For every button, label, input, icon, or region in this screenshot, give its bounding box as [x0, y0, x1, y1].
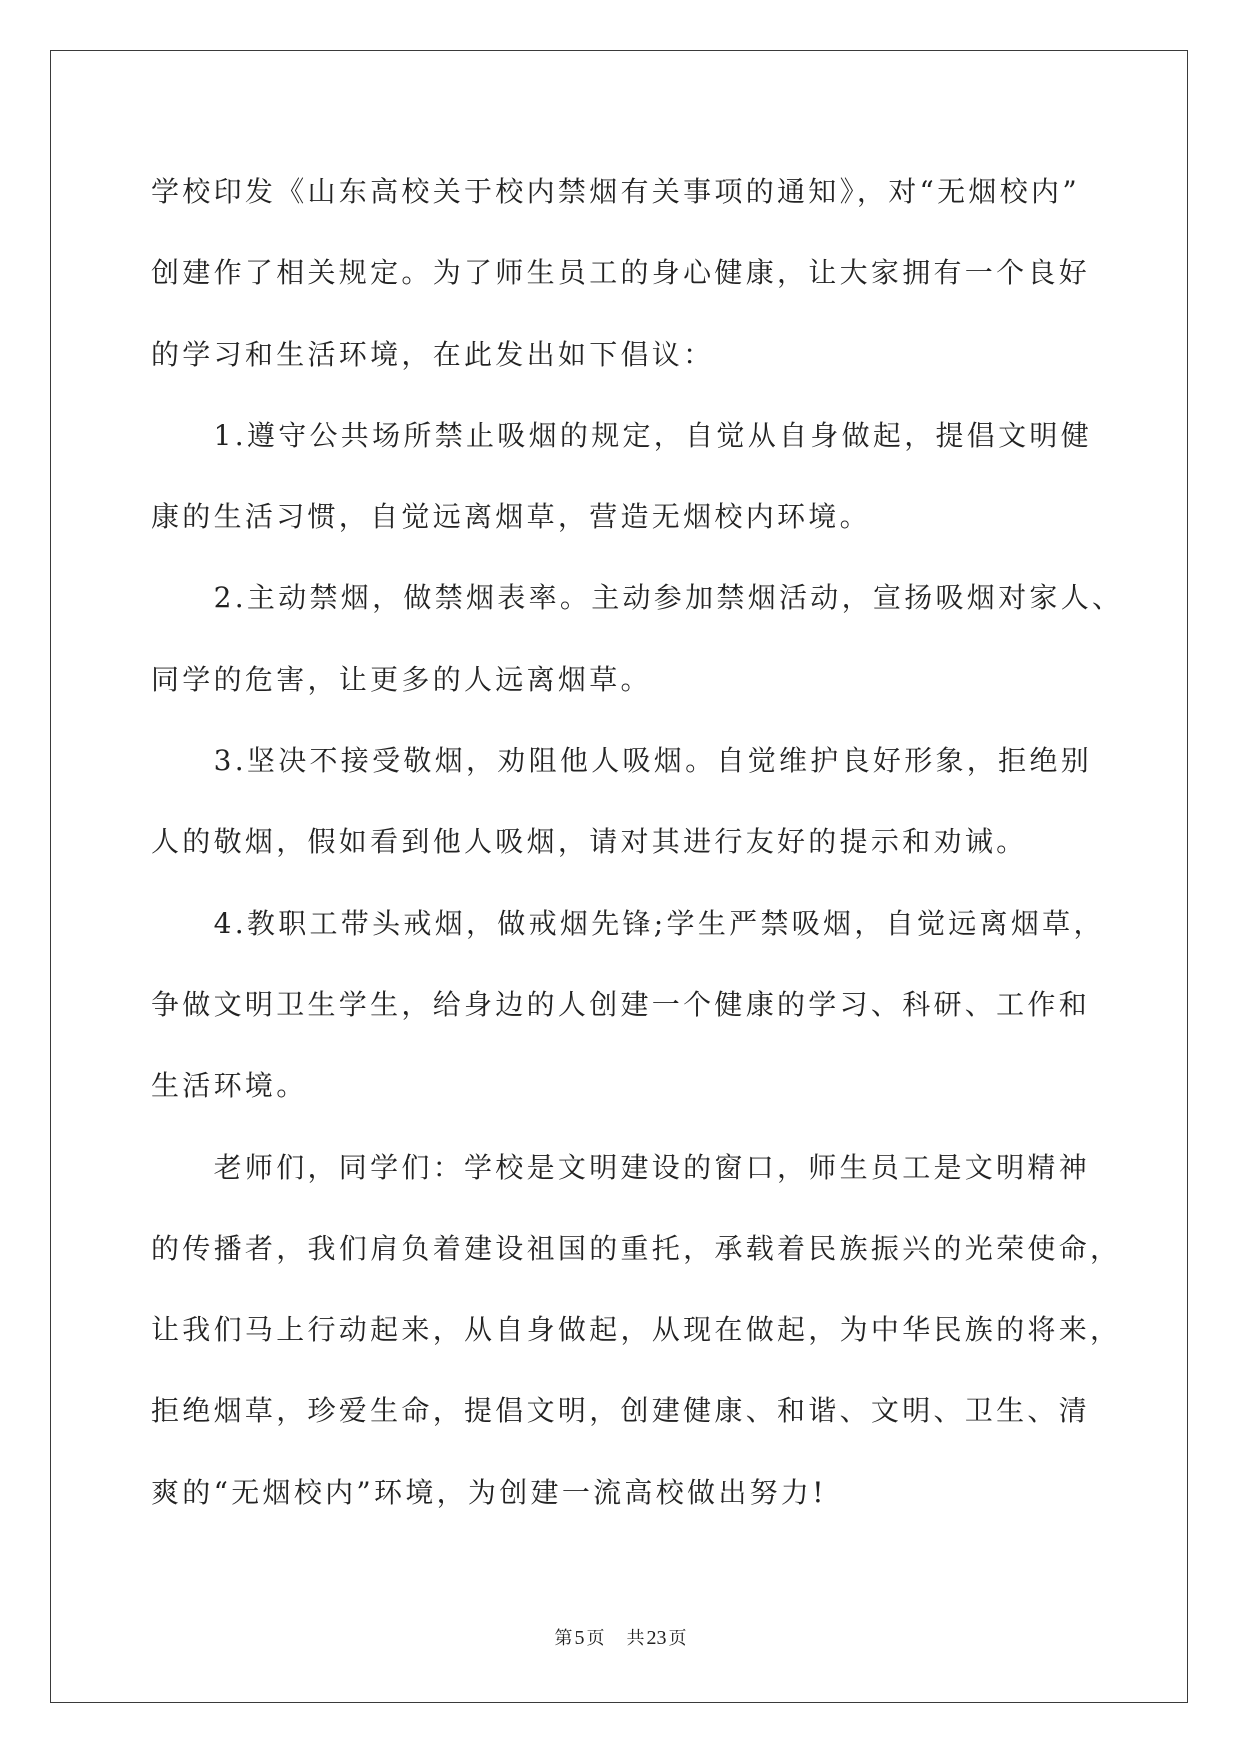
text-line: 康的生活习惯，自觉远离烟草，营造无烟校内环境。	[151, 500, 871, 534]
text-line: 同学的危害，让更多的人远离烟草。	[151, 662, 652, 696]
text-line: 2.主动禁烟，做禁烟表率。主动参加禁烟活动，宣扬吸烟对家人、	[213, 581, 1124, 615]
text-line: 拒绝烟草，珍爱生命，提倡文明，创建健康、和谐、文明、卫生、清	[151, 1394, 1091, 1428]
text-line: 让我们马上行动起来，从自身做起，从现在做起，为中华民族的将来，	[151, 1313, 1122, 1347]
paragraph-item-1	[151, 395, 1151, 558]
total-prefix: 共	[626, 1628, 645, 1649]
text-line: 争做文明卫生学生，给身边的人创建一个健康的学习、科研、工作和	[151, 987, 1091, 1021]
paragraph-closing	[151, 1127, 1151, 1533]
page-footer	[0, 1624, 1241, 1653]
text-line: 学校印发《山东高校关于校内禁烟有关事项的通知》，对“无烟校内”	[151, 175, 1080, 208]
text-line: 人的敬烟，假如看到他人吸烟，请对其进行友好的提示和劝诫。	[151, 825, 1028, 859]
page-suffix: 页	[586, 1628, 605, 1649]
text-line: 3.坚决不接受敬烟，劝阻他人吸烟。自觉维护良好形象，拒绝别	[213, 744, 1093, 778]
text-line: 创建作了相关规定。为了师生员工的身心健康，让大家拥有一个良好	[151, 256, 1091, 290]
total-pages-number: 23	[646, 1627, 667, 1649]
text-line: 生活环境。	[151, 1069, 308, 1103]
paragraph-intro	[151, 151, 1151, 395]
document-body	[151, 151, 1151, 1533]
text-line: 1.遵守公共场所禁止吸烟的规定，自觉从自身做起，提倡文明健	[213, 418, 1093, 452]
text-line: 4.教职工带头戒烟，做戒烟先锋;学生严禁吸烟，自觉远离烟草，	[213, 906, 1105, 940]
page-prefix: 第	[554, 1628, 573, 1649]
text-line: 的传播者，我们肩负着建设祖国的重托，承载着民族振兴的光荣使命，	[151, 1231, 1122, 1265]
total-suffix: 页	[668, 1628, 687, 1649]
paragraph-item-3	[151, 720, 1151, 883]
paragraph-item-4	[151, 883, 1151, 1127]
text-line: 老师们，同学们：学校是文明建设的窗口，师生员工是文明精神	[213, 1150, 1090, 1184]
text-line: 爽的“无烟校内”环境，为创建一流高校做出努力!	[151, 1475, 827, 1509]
text-line: 的学习和生活环境，在此发出如下倡议：	[151, 337, 715, 371]
paragraph-item-2	[151, 557, 1151, 720]
current-page-number: 5	[574, 1627, 585, 1649]
